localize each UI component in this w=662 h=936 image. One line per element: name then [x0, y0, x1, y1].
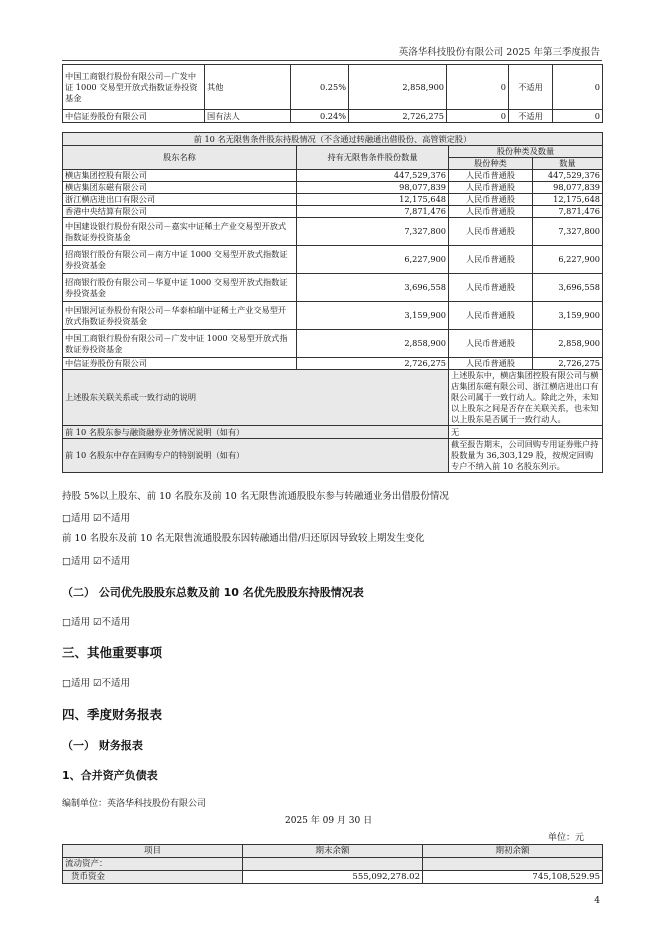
top-shareholder-table: [62, 64, 603, 123]
pledge-qty: 0: [553, 65, 603, 110]
unrestricted-shares: 2,726,275: [297, 358, 449, 370]
share-qty: 3,159,900: [533, 302, 603, 330]
unrestricted-shares: 6,227,900: [297, 246, 449, 274]
table-row: [63, 246, 603, 274]
section-statements: （一） 财务报表: [62, 739, 143, 752]
note-text: 无: [449, 426, 603, 439]
row-cash: 货币资金: [63, 871, 243, 884]
row-current-assets: 流动资产：: [63, 858, 243, 871]
col-header-item: 项目: [63, 845, 243, 858]
prepared-by: 编制单位：英洛华科技股份有限公司: [62, 799, 207, 809]
statement-date: 2025 年 09 月 30 日: [285, 816, 373, 826]
shareholder-name: 横店集团控股有限公司: [63, 170, 297, 182]
col-header-type: 股份种类: [449, 158, 533, 170]
shareholder-name: 中信证券股份有限公司: [63, 110, 205, 123]
shareholder-name: 中国工商银行股份有限公司－广发中证 1000 交易型开放式指数证券投资基金: [63, 330, 297, 358]
share-qty: 7,327,800: [533, 218, 603, 246]
share-type: 人民币普通股: [449, 274, 533, 302]
empty-cell: [423, 858, 603, 871]
empty-cell: [243, 858, 423, 871]
currency-unit: 单位：元: [548, 833, 585, 843]
note-text: 截至报告期末，公司回购专用证券账户持股数量为 36,303,129 股，按规定回购专户不纳入前 10 名股东列示。: [449, 439, 603, 473]
col-header-begin: 期初余额: [423, 845, 603, 858]
note-row: [63, 370, 603, 426]
share-qty: 12,175,648: [533, 194, 603, 206]
share-qty: 2,726,275: [533, 358, 603, 370]
restricted-shares: 0: [447, 65, 509, 110]
shareholder-name: 横店集团东磁有限公司: [63, 182, 297, 194]
holding-shares: 2,726,275: [349, 110, 447, 123]
section-financial-statements: 四、季度财务报表: [62, 707, 163, 722]
col-header-qty: 数量: [533, 158, 603, 170]
pledge-qty: 0: [553, 110, 603, 123]
share-type: 人民币普通股: [449, 194, 533, 206]
share-type: 人民币普通股: [449, 206, 533, 218]
table-row: [63, 170, 603, 182]
unrestricted-shares: 3,159,900: [297, 302, 449, 330]
applicable-checkbox: □适用 ☑不适用: [62, 556, 131, 567]
shareholder-name: 香港中央结算有限公司: [63, 206, 297, 218]
share-type: 人民币普通股: [449, 246, 533, 274]
applicable-checkbox: □适用 ☑不适用: [62, 513, 131, 524]
unrestricted-shares: 7,871,476: [297, 206, 449, 218]
header-rule: [62, 60, 602, 61]
paragraph-lending-change: 前 10 名股东及前 10 名无限售流通股股东因转融通出借/归还原因导致较上期发生变化: [62, 533, 425, 544]
shareholder-name: 中国银河证券股份有限公司－华泰柏瑞中证稀土产业交易型开放式指数证券投资基金: [63, 302, 297, 330]
cash-end-balance: 555,092,278.02: [243, 871, 423, 884]
note-label: 前 10 名股东参与融资融券业务情况说明（如有）: [63, 426, 449, 439]
share-type: 人民币普通股: [449, 330, 533, 358]
paragraph-lending: 持股 5%以上股东、前 10 名股东及前 10 名无限售流通股股东参与转融通业务出借股份情况: [62, 491, 449, 502]
section-balance-sheet: 1、合并资产负债表: [62, 769, 158, 782]
unrestricted-shares: 98,077,839: [297, 182, 449, 194]
holding-shares: 2,858,900: [349, 65, 447, 110]
page-header: 英洛华科技股份有限公司 2025 年第三季度报告: [398, 47, 600, 58]
pledge-status: 不适用: [509, 110, 553, 123]
shareholder-name: 中国工商银行股份有限公司－广发中证 1000 交易型开放式指数证券投资基金: [63, 65, 205, 110]
table-row: [63, 110, 603, 123]
share-type: 人民币普通股: [449, 218, 533, 246]
table-row: [63, 65, 603, 110]
shareholder-nature: 其他: [205, 65, 291, 110]
share-qty: 6,227,900: [533, 246, 603, 274]
holding-pct: 0.25%: [291, 65, 349, 110]
applicable-checkbox: □适用 ☑不适用: [62, 678, 131, 689]
shareholder-name: 浙江横店进出口有限公司: [63, 194, 297, 206]
table-title: 前 10 名无限售条件股东持股情况（不含通过转融通出借股份、高管锁定股）: [63, 133, 603, 146]
note-row: [63, 439, 603, 473]
share-qty: 7,871,476: [533, 206, 603, 218]
shareholder-nature: 国有法人: [205, 110, 291, 123]
share-qty: 2,858,900: [533, 330, 603, 358]
note-row: [63, 426, 603, 439]
share-type: 人民币普通股: [449, 170, 533, 182]
table-row: [63, 302, 603, 330]
top10-unrestricted-table: [62, 132, 603, 473]
unrestricted-shares: 7,327,800: [297, 218, 449, 246]
holding-pct: 0.24%: [291, 110, 349, 123]
share-qty: 447,529,376: [533, 170, 603, 182]
table-row: [63, 330, 603, 358]
section-other-matters: 三、其他重要事项: [62, 645, 163, 660]
col-header-shares: 持有无限售条件股份数量: [297, 146, 449, 170]
shareholder-name: 招商银行股份有限公司－南方中证 1000 交易型开放式指数证券投资基金: [63, 246, 297, 274]
cash-begin-balance: 745,108,529.95: [423, 871, 603, 884]
share-qty: 98,077,839: [533, 182, 603, 194]
col-header-end: 期末余额: [243, 845, 423, 858]
table-row: [63, 858, 603, 871]
note-text: 上述股东中，横店集团控股有限公司与横店集团东磁有限公司、浙江横店进出口有限公司属于一致行动人。除此之外，未知以上股东之间是否存在关联关系，也未知以上股东是否属于一致行动人。: [449, 370, 603, 426]
table-row: [63, 218, 603, 246]
col-header-name: 股东名称: [63, 146, 297, 170]
unrestricted-shares: 2,858,900: [297, 330, 449, 358]
share-type: 人民币普通股: [449, 302, 533, 330]
unrestricted-shares: 12,175,648: [297, 194, 449, 206]
pledge-status: 不适用: [509, 65, 553, 110]
shareholder-name: 中国建设银行股份有限公司－嘉实中证稀土产业交易型开放式指数证券投资基金: [63, 218, 297, 246]
shareholder-name: 招商银行股份有限公司－华夏中证 1000 交易型开放式指数证券投资基金: [63, 274, 297, 302]
col-header-type-group: 股份种类及数量: [449, 146, 603, 158]
balance-sheet-table: [62, 844, 603, 884]
table-row: [63, 871, 603, 884]
table-row: [63, 182, 603, 194]
table-title-row: [63, 133, 603, 146]
table-row: [63, 206, 603, 218]
note-label: 前 10 名股东中存在回购专户的特别说明（如有）: [63, 439, 449, 473]
applicable-checkbox: □适用 ☑不适用: [62, 617, 131, 628]
table-row: [63, 274, 603, 302]
table-row: [63, 194, 603, 206]
share-type: 人民币普通股: [449, 358, 533, 370]
table-header-row: [63, 146, 603, 158]
unrestricted-shares: 3,696,558: [297, 274, 449, 302]
page-number: 4: [594, 896, 600, 906]
unrestricted-shares: 447,529,376: [297, 170, 449, 182]
share-qty: 3,696,558: [533, 274, 603, 302]
share-type: 人民币普通股: [449, 182, 533, 194]
table-header-row: [63, 845, 603, 858]
note-label: 上述股东关联关系或一致行动的说明: [63, 370, 449, 426]
shareholder-name: 中信证券股份有限公司: [63, 358, 297, 370]
section-preferred-shares: （二） 公司优先股股东总数及前 10 名优先股股东持股情况表: [62, 586, 364, 599]
table-row: [63, 358, 603, 370]
restricted-shares: 0: [447, 110, 509, 123]
